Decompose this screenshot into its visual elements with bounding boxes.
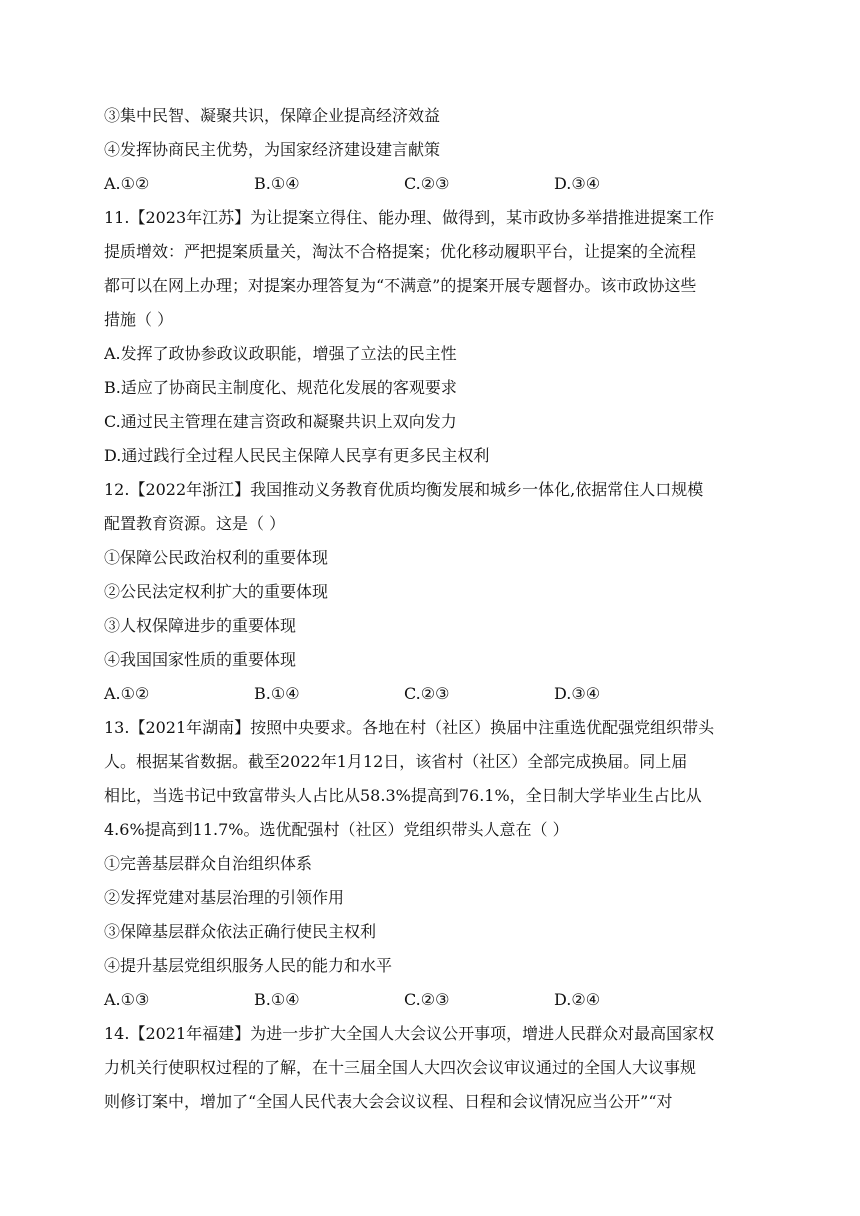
- statement-item: ③人权保障进步的重要体现: [104, 616, 297, 635]
- statement-item: ②公民法定权利扩大的重要体现: [104, 582, 329, 601]
- option-b: B.适应了协商民主制度化、规范化发展的客观要求: [104, 378, 457, 397]
- question-stem-line: 则修订案中，增加了“全国人民代表大会会议议程、日程和会议情况应当公开”“对: [104, 1092, 673, 1111]
- option-d: D.②④: [554, 990, 601, 1009]
- option-a: A.①②: [104, 174, 150, 193]
- answer-options: [104, 677, 764, 711]
- question-13: [104, 711, 764, 1017]
- option-b: B.①④: [254, 990, 300, 1009]
- question-11: [104, 201, 764, 473]
- option-c: C.②③: [404, 684, 450, 703]
- previous-question-tail: [104, 99, 764, 201]
- statement-item: ①完善基层群众自治组织体系: [104, 854, 313, 873]
- option-d: D.通过践行全过程人民民主保障人民享有更多民主权利: [104, 446, 490, 465]
- question-stem-line: 都可以在网上办理；对提案办理答复为“不满意”的提案开展专题督办。该市政协这些: [104, 276, 697, 295]
- statement-item: ④发挥协商民主优势，为国家经济建设建言献策: [104, 140, 441, 159]
- document-content: [104, 99, 764, 1119]
- statement-item: ④我国国家性质的重要体现: [104, 650, 297, 669]
- statement-item: ③保障基层群众依法正确行使民主权利: [104, 922, 377, 941]
- question-stem-line: 13.【2021年湖南】按照中央要求。各地在村（社区）换届中注重选优配强党组织带头: [104, 718, 715, 737]
- option-d: D.③④: [554, 174, 601, 193]
- question-stem-line: 配置教育资源。这是（ ）: [104, 514, 286, 533]
- answer-options: [104, 983, 764, 1017]
- question-12: [104, 473, 764, 711]
- option-b: B.①④: [254, 174, 300, 193]
- question-stem-line: 11.【2023年江苏】为让提案立得住、能办理、做得到，某市政协多举措推进提案工作: [104, 208, 715, 227]
- option-d: D.③④: [554, 684, 601, 703]
- option-a: A.①③: [104, 990, 150, 1009]
- option-a: A.发挥了政协参政议政职能，增强了立法的民主性: [104, 344, 457, 363]
- option-c: C.通过民主管理在建言资政和凝聚共识上双向发力: [104, 412, 457, 431]
- statement-item: ④提升基层党组织服务人民的能力和水平: [104, 956, 393, 975]
- question-stem-line: 相比，当选书记中致富带头人占比从58.3%提高到76.1%，全日制大学毕业生占比从: [104, 786, 702, 805]
- question-stem-line: 措施（ ）: [104, 310, 174, 329]
- statement-item: ③集中民智、凝聚共识，保障企业提高经济效益: [104, 106, 441, 125]
- question-stem-line: 人。根据某省数据。截至2022年1月12日，该省村（社区）全部完成换届。同上届: [104, 752, 688, 771]
- question-stem-line: 14.【2021年福建】为进一步扩大全国人大会议公开事项，增进人民群众对最高国家权: [104, 1024, 715, 1043]
- option-c: C.②③: [404, 174, 450, 193]
- option-b: B.①④: [254, 684, 300, 703]
- question-stem-line: 力机关行使职权过程的了解，在十三届全国人大四次会议审议通过的全国人大议事规: [104, 1058, 697, 1077]
- statement-item: ②发挥党建对基层治理的引领作用: [104, 888, 345, 907]
- question-stem-line: 4.6%提高到11.7%。选优配强村（社区）党组织带头人意在（ ）: [104, 820, 569, 839]
- statement-item: ①保障公民政治权利的重要体现: [104, 548, 329, 567]
- question-stem-line: 提质增效：严把提案质量关，淘汰不合格提案；优化移动履职平台，让提案的全流程: [104, 242, 697, 261]
- option-c: C.②③: [404, 990, 450, 1009]
- question-14: [104, 1017, 764, 1119]
- option-a: A.①②: [104, 684, 150, 703]
- question-stem-line: 12.【2022年浙江】我国推动义务教育优质均衡发展和城乡一体化,依据常住人口规模: [104, 480, 704, 499]
- answer-options: [104, 167, 764, 201]
